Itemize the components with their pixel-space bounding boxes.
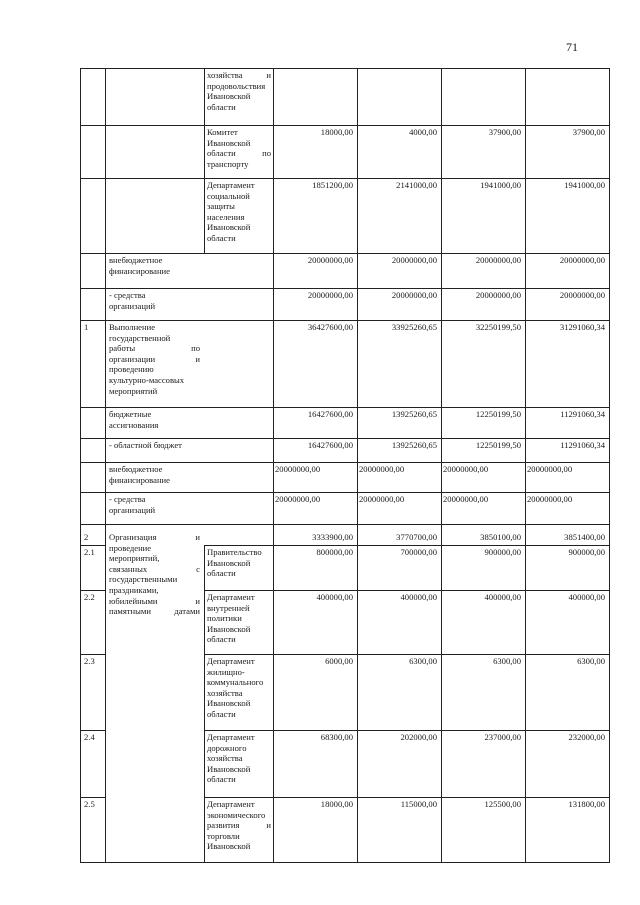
amount-cell: 11291060,34 (560, 409, 605, 419)
row-executor-line: Ивановской (207, 137, 251, 148)
row-executor (207, 732, 271, 785)
row-executor-line: дорожного (207, 742, 247, 753)
row-name-line: организации и (109, 353, 200, 364)
row-name-line: государственной (109, 332, 171, 343)
row-number: 2.2 (84, 592, 95, 602)
amount-cell: 800000,00 (316, 547, 353, 557)
row-name (109, 532, 200, 617)
amount-cell: 20000000,00 (443, 494, 489, 504)
table-hline (204, 730, 609, 731)
amount-cell: 20000000,00 (275, 464, 321, 474)
row-executor-line: хозяйства и (207, 70, 271, 80)
amount-cell: 900000,00 (568, 547, 605, 557)
amount-cell: 20000000,00 (527, 494, 573, 504)
row-name: - областной бюджет (109, 440, 182, 450)
table-hline (80, 178, 610, 179)
table-hline (80, 862, 610, 863)
row-executor (207, 70, 271, 112)
row-executor-line: Ивановской (207, 91, 251, 102)
row-executor-line: области (207, 101, 236, 112)
amount-cell: 6300,00 (577, 656, 605, 666)
table-hline (80, 253, 610, 254)
table-hline (80, 730, 105, 731)
table-vline (105, 68, 106, 863)
amount-cell: 3333900,00 (312, 532, 353, 542)
row-name (109, 322, 200, 396)
table-hline (80, 492, 610, 493)
row-executor-line: коммунального (207, 677, 264, 688)
row-name-line: мероприятий, (109, 553, 160, 564)
table-hline (204, 545, 609, 546)
row-name-line: государственными (109, 574, 178, 585)
amount-cell: 20000000,00 (559, 290, 605, 300)
amount-cell: 1941000,00 (564, 180, 605, 190)
row-executor-line: области (207, 774, 236, 785)
table-vline (204, 125, 205, 179)
amount-cell: 20000000,00 (559, 255, 605, 265)
table-hline (80, 797, 105, 798)
table-vline (204, 654, 205, 731)
row-executor-line: Департамент (207, 180, 255, 190)
row-executor-line: области (207, 568, 236, 579)
row-name: - средства организаций (109, 290, 156, 311)
row-executor-line: Департамент (207, 799, 255, 809)
amount-cell: 13925260,65 (391, 440, 437, 450)
table-vline (357, 68, 358, 863)
amount-cell: 232000,00 (568, 732, 605, 742)
row-executor-line: защиты (207, 201, 235, 212)
row-executor-line: экономического (207, 809, 266, 820)
row-name-line: культурно-массовых (109, 374, 185, 385)
page-number: 71 (566, 40, 578, 54)
row-number: 2.3 (84, 656, 95, 666)
amount-cell: 12250199,50 (475, 440, 521, 450)
row-name-line: Выполнение (109, 322, 156, 332)
row-executor (207, 127, 271, 169)
amount-cell: 20000000,00 (307, 290, 353, 300)
row-executor-line: торговли (207, 830, 240, 841)
amount-cell: 131800,00 (568, 799, 605, 809)
row-executor-line: Ивановской (207, 841, 251, 852)
row-number: 2.5 (84, 799, 95, 809)
row-name: бюджетные ассигнования (109, 409, 159, 430)
row-executor-line: политики (207, 613, 242, 624)
amount-cell: 20000000,00 (275, 494, 321, 504)
amount-cell: 900000,00 (484, 547, 521, 557)
row-executor (207, 547, 271, 579)
row-executor-line: внутренней (207, 602, 250, 613)
table-hline (204, 654, 609, 655)
amount-cell: 20000000,00 (475, 255, 521, 265)
row-executor-line: транспорту (207, 158, 249, 169)
table-hline (80, 654, 105, 655)
amount-cell: 37900,00 (572, 127, 605, 137)
amount-cell: 237000,00 (484, 732, 521, 742)
row-name-line: юбилейными и (109, 595, 200, 606)
amount-cell: 32250199,50 (475, 322, 521, 332)
amount-cell: 31291060,34 (559, 322, 605, 332)
row-name-line: мероприятий (109, 385, 158, 396)
table-vline (525, 68, 526, 863)
row-executor-line: Ивановской (207, 698, 251, 709)
row-executor-line: Департамент (207, 656, 255, 666)
row-executor (207, 592, 271, 645)
amount-cell: 1941000,00 (480, 180, 521, 190)
row-name-line: проведение (109, 542, 152, 553)
table-hline (80, 407, 610, 408)
row-name-line: проведению (109, 364, 154, 375)
amount-cell: 6300,00 (409, 656, 437, 666)
amount-cell: 6300,00 (493, 656, 521, 666)
amount-cell: 4000,00 (409, 127, 437, 137)
row-number: 1 (84, 322, 89, 332)
row-executor-line: области по (207, 148, 271, 159)
row-executor-line: Правительство (207, 547, 262, 557)
table-hline (80, 524, 610, 525)
row-name-line: работы по (109, 343, 200, 354)
row-name: внебюджетное финансирование (109, 255, 170, 276)
table-hline (80, 125, 610, 126)
row-executor (207, 799, 271, 852)
amount-cell: 20000000,00 (359, 494, 405, 504)
amount-cell: 400000,00 (484, 592, 521, 602)
amount-cell: 33925260,65 (391, 322, 437, 332)
table-hline (80, 68, 610, 69)
amount-cell: 13925260,65 (391, 409, 437, 419)
table-hline (80, 545, 105, 546)
row-name-line: Организация и (109, 532, 200, 542)
row-name: - средства организаций (109, 494, 156, 515)
row-executor-line: социальной (207, 190, 250, 201)
row-executor-line: Департамент (207, 732, 255, 742)
table-hline (80, 438, 610, 439)
row-executor-line: продовольствия (207, 80, 266, 91)
table-vline (204, 68, 205, 126)
amount-cell: 20000000,00 (527, 464, 573, 474)
amount-cell: 37900,00 (488, 127, 521, 137)
amount-cell: 68300,00 (320, 732, 353, 742)
row-number: 2.4 (84, 732, 95, 742)
table-vline (204, 178, 205, 254)
amount-cell: 400000,00 (568, 592, 605, 602)
row-name-line: праздниками, (109, 584, 159, 595)
amount-cell: 2141000,00 (396, 180, 437, 190)
amount-cell: 400000,00 (316, 592, 353, 602)
amount-cell: 12250199,50 (475, 409, 521, 419)
table-hline (204, 797, 609, 798)
table-hline (80, 288, 610, 289)
amount-cell: 20000000,00 (391, 290, 437, 300)
row-executor-line: Комитет (207, 127, 238, 137)
row-executor-line: Ивановской (207, 623, 251, 634)
amount-cell: 20000000,00 (443, 464, 489, 474)
row-executor (207, 180, 271, 244)
row-executor-line: Ивановской (207, 763, 251, 774)
row-executor-line: Ивановской (207, 222, 251, 233)
row-name-line: памятными датами (109, 606, 200, 617)
row-name: внебюджетное финансирование (109, 464, 170, 485)
row-executor-line: Департамент (207, 592, 255, 602)
amount-cell: 3851400,00 (564, 532, 605, 542)
amount-cell: 700000,00 (400, 547, 437, 557)
row-executor-line: Ивановской (207, 557, 251, 568)
table-vline (273, 68, 274, 863)
amount-cell: 3850100,00 (480, 532, 521, 542)
amount-cell: 20000000,00 (391, 255, 437, 265)
amount-cell: 16427600,00 (307, 409, 353, 419)
table-vline (441, 68, 442, 863)
table-hline (80, 590, 105, 591)
row-executor-line: области (207, 708, 236, 719)
amount-cell: 6000,00 (325, 656, 353, 666)
row-executor-line: населения (207, 211, 245, 222)
table-vline (609, 68, 610, 863)
amount-cell: 125500,00 (484, 799, 521, 809)
amount-cell: 18000,00 (320, 799, 353, 809)
amount-cell: 20000000,00 (359, 464, 405, 474)
table-vline (204, 545, 205, 591)
table-hline (80, 320, 610, 321)
table-hline (204, 590, 609, 591)
amount-cell: 20000000,00 (475, 290, 521, 300)
amount-cell: 202000,00 (400, 732, 437, 742)
row-number: 2 (84, 532, 89, 542)
amount-cell: 18000,00 (320, 127, 353, 137)
amount-cell: 20000000,00 (307, 255, 353, 265)
table-hline (80, 462, 610, 463)
amount-cell: 1851200,00 (312, 180, 353, 190)
amount-cell: 36427600,00 (307, 322, 353, 332)
table-vline (204, 590, 205, 655)
table-vline (204, 797, 205, 863)
row-executor-line: хозяйства (207, 687, 243, 698)
row-executor-line: жилищно- (207, 666, 245, 677)
table-vline (204, 730, 205, 798)
amount-cell: 3770700,00 (396, 532, 437, 542)
row-executor (207, 656, 271, 720)
row-executor-line: развития и (207, 820, 271, 831)
row-executor-line: хозяйства (207, 753, 243, 764)
amount-cell: 11291060,34 (560, 440, 605, 450)
amount-cell: 16427600,00 (307, 440, 353, 450)
row-number: 2.1 (84, 547, 95, 557)
row-executor-line: области (207, 232, 236, 243)
row-executor-line: области (207, 634, 236, 645)
amount-cell: 400000,00 (400, 592, 437, 602)
amount-cell: 115000,00 (400, 799, 437, 809)
table-vline (80, 68, 81, 863)
row-name-line: связанных с (109, 563, 200, 574)
